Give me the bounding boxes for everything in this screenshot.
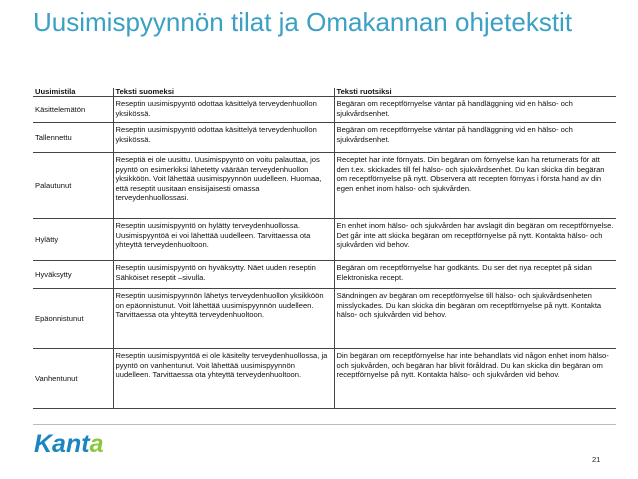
page-number: 21 [592, 455, 601, 464]
page-title: Uusimispyynnön tilat ja Omakannan ohjetekstit [33, 7, 573, 37]
table-row [33, 153, 616, 219]
finnish-text-cell: Reseptin uusimispyyntö on hylätty terveydenhuollossa. Uusimispyyntöä ei voi lähettää uudelleen. Tarvittaessa ota yhteyttä terveydenhuoltoon. [113, 219, 334, 261]
finnish-text-cell: Reseptiä ei ole uusittu. Uusimispyyntö on voitu palauttaa, jos pyyntö on esimerkiksi lähetetty väärään terveydenhuollon yksikköön. Voit lähettää uusimispyynnön uudelleen. Huomaa, että reseptit uusitaan ensisijaisesti omassa terveydenhuollossasi. [113, 153, 334, 219]
finnish-text-cell: Reseptin uusimispyyntö on hyväksytty. Näet uuden reseptin Sähköiset reseptit –sivulla. [113, 261, 334, 289]
swedish-text-cell: Sändningen av begäran om receptförnyelse till hälso- och sjukvårdsenheten misslyckades. Du kan skicka din begäran om receptförnyelse på nytt. Kontakta hälso- och sjukvården vid behov. [334, 289, 616, 349]
swedish-text-cell: Begäran om receptförnyelse väntar på handläggning vid en hälso- och sjukvårdsenhet. [334, 123, 616, 153]
swedish-text-cell: Begäran om receptförnyelse väntar på handläggning vid en hälso- och sjukvårdsenhet. [334, 97, 616, 123]
state-cell: Hylätty [33, 219, 113, 261]
kanta-logo [34, 430, 103, 459]
table-header-row [33, 88, 616, 97]
logo-text-accent: a [89, 430, 104, 458]
table-row [33, 123, 616, 153]
state-cell: Vanhentunut [33, 349, 113, 409]
swedish-text-cell: Din begäran om receptförnyelse har inte behandlats vid någon enhet inom hälso- och sjukvården, och begäran har blivit föråldrad. Du kan skicka din begäran om receptförnyelse på nytt. Kontakta hälso- och sjukvården vid behov. [334, 349, 616, 409]
status-table [33, 88, 616, 409]
column-header-swedish: Teksti ruotsiksi [334, 88, 616, 97]
finnish-text-cell: Reseptin uusimispyyntö odottaa käsittelyä terveydenhuollon yksikössä. [113, 123, 334, 153]
finnish-text-cell: Reseptin uusimispyyntö odottaa käsittelyä terveydenhuollon yksikössä. [113, 97, 334, 123]
finnish-text-cell: Reseptin uusimispyynnön lähetys terveydenhuollon yksikköön on epäonnistunut. Voit lähettää uusimispyynnön uudelleen. Tarvittaessa ota yhteyttä terveydenhuoltoon. [113, 289, 334, 349]
footer-divider [33, 424, 616, 425]
swedish-text-cell: En enhet inom hälso- och sjukvården har avslagit din begäran om receptförnyelse. Det går inte att skicka begäran om receptförnyelse på nytt. Kontakta hälso- och sjukvården vid behov. [334, 219, 616, 261]
swedish-text-cell: Receptet har inte förnyats. Din begäran om förnyelse kan ha returnerats för att den t.ex. skickades till fel hälso- och sjukvårdsenhet. Du kan skicka din begäran om receptförnyelse på nytt. Observera att recepten förnyas i första hand av din egen enhet inom hälso- och sjukvården. [334, 153, 616, 219]
column-header-finnish: Teksti suomeksi [113, 88, 334, 97]
state-cell: Tallennettu [33, 123, 113, 153]
table-row [33, 349, 616, 409]
logo-text-main: Kant [34, 430, 90, 458]
table-row [33, 261, 616, 289]
state-cell: Palautunut [33, 153, 113, 219]
finnish-text-cell: Reseptin uusimispyyntöä ei ole käsitelty terveydenhuollossa, ja pyyntö on vanhentunut. Voit lähettää uusimispyynnön uudelleen. Tarvittaessa ota yhteyttä terveydenhuoltoon. [113, 349, 334, 409]
table-row [33, 219, 616, 261]
state-cell: Käsittelemätön [33, 97, 113, 123]
column-header-state: Uusimistila [33, 88, 113, 97]
table-row [33, 289, 616, 349]
swedish-text-cell: Begäran om receptförnyelse har godkänts. Du ser det nya receptet på sidan Elektroniska recept. [334, 261, 616, 289]
table-row [33, 97, 616, 123]
state-cell: Hyväksytty [33, 261, 113, 289]
state-cell: Epäonnistunut [33, 289, 113, 349]
